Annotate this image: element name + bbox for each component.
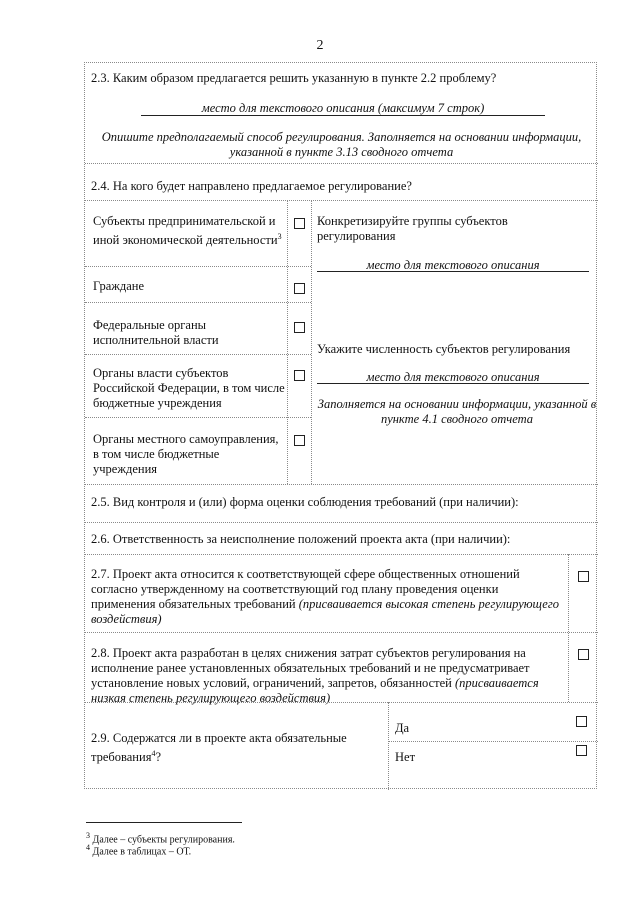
section-2-3-hint-line2: указанной в пункте 3.13 сводного отчета bbox=[229, 145, 454, 159]
divider bbox=[85, 484, 598, 485]
checkbox-yes[interactable] bbox=[576, 716, 587, 727]
footnote-ref-4: 4 bbox=[151, 749, 156, 758]
footnote-3-number: 3 bbox=[86, 831, 90, 840]
column-divider bbox=[287, 200, 288, 484]
divider bbox=[85, 266, 311, 267]
checkbox-2-7[interactable] bbox=[578, 571, 589, 582]
section-2-9-question bbox=[91, 731, 381, 765]
subject-label-regional: Органы власти субъектов Российской Федерации, в том числе бюджетные учреждения bbox=[93, 366, 285, 410]
form-table bbox=[84, 62, 597, 789]
groups-label: Конкретизируйте группы субъектов регулирования bbox=[317, 214, 508, 243]
section-2-7-main: 2.7. Проект акта относится к соответствующей сфере общественных отношений согласно утвержденному на соответствующий год плану проведения оценки применения обязательных требований bbox=[91, 567, 520, 611]
divider bbox=[85, 354, 311, 355]
count-hint: Заполняется на основании информации, указанной в пункте 4.1 сводного отчета bbox=[317, 397, 597, 426]
footnote-4 bbox=[86, 842, 191, 858]
section-2-3-hint bbox=[85, 130, 598, 160]
subject-label-municipal: Органы местного самоуправления, в том числе бюджетные учреждения bbox=[93, 432, 279, 476]
section-2-3-hint-line1: Опишите предполагаемый способ регулирования. Заполняется на основании информации, bbox=[101, 130, 582, 144]
divider bbox=[85, 302, 311, 303]
section-2-3-placeholder[interactable]: место для текстового описания (максимум 7 строк) bbox=[201, 101, 485, 115]
checkbox-regional[interactable] bbox=[294, 370, 305, 381]
section-2-3-question: 2.3. Каким образом предлагается решить указанную в пункте 2.2 проблему? bbox=[91, 71, 497, 85]
section-2-9-question-text: 2.9. Содержатся ли в проекте акта обязательные требования bbox=[91, 731, 347, 765]
divider bbox=[85, 200, 598, 201]
footnote-4-number: 4 bbox=[86, 843, 90, 852]
count-label: Укажите численность субъектов регулирования bbox=[317, 342, 571, 356]
section-2-3-underline bbox=[141, 115, 545, 116]
subject-label-business-text: Субъекты предпринимательской и иной экономической деятельности bbox=[93, 214, 278, 248]
option-yes-label: Да bbox=[395, 721, 410, 735]
footnote-separator bbox=[86, 822, 242, 823]
checkbox-no[interactable] bbox=[576, 745, 587, 756]
section-2-5-text: 2.5. Вид контроля и (или) форма оценки соблюдения требований (при наличии): bbox=[91, 495, 519, 509]
section-2-8-main: 2.8. Проект акта разработан в целях снижения затрат субъектов регулирования на исполнение ранее установленных обязательных требований и не предусматривает установление новых условий, ограничений, запретов, обязанностей bbox=[91, 646, 530, 690]
divider bbox=[388, 741, 598, 742]
footnote-ref-3: 3 bbox=[277, 232, 282, 241]
section-2-9-question-end: ? bbox=[155, 750, 161, 765]
subject-label-federal: Федеральные органы исполнительной власти bbox=[93, 318, 219, 347]
groups-underline bbox=[317, 271, 589, 272]
divider bbox=[85, 163, 598, 164]
footnote-3-text: Далее – субъекты регулирования. bbox=[90, 834, 235, 846]
subject-label-business bbox=[93, 214, 285, 248]
checkbox-federal[interactable] bbox=[294, 322, 305, 333]
section-2-8-italic: (присваивается низкая степень регулирующего воздействия) bbox=[91, 676, 539, 705]
subject-label-citizens: Граждане bbox=[93, 279, 145, 293]
page-number: 2 bbox=[316, 38, 324, 53]
divider bbox=[85, 522, 598, 523]
column-divider bbox=[388, 702, 389, 790]
footnote-4-text: Далее в таблицах – ОТ. bbox=[90, 846, 192, 858]
section-2-8-text bbox=[91, 646, 561, 706]
section-2-7-italic: (присваивается высокая степень регулирующего воздействия) bbox=[91, 597, 559, 626]
divider bbox=[85, 554, 598, 555]
divider bbox=[85, 702, 598, 703]
count-placeholder[interactable]: место для текстового описания bbox=[366, 370, 540, 384]
section-2-6-text: 2.6. Ответственность за неисполнение положений проекта акта (при наличии): bbox=[91, 532, 511, 546]
checkbox-business[interactable] bbox=[294, 218, 305, 229]
column-divider bbox=[568, 554, 569, 702]
divider bbox=[85, 417, 311, 418]
checkbox-2-8[interactable] bbox=[578, 649, 589, 660]
divider bbox=[85, 632, 598, 633]
checkbox-municipal[interactable] bbox=[294, 435, 305, 446]
section-2-7-text bbox=[91, 567, 561, 627]
option-no-label: Нет bbox=[395, 750, 416, 764]
count-underline bbox=[317, 383, 589, 384]
checkbox-citizens[interactable] bbox=[294, 283, 305, 294]
groups-placeholder[interactable]: место для текстового описания bbox=[366, 258, 540, 272]
column-divider bbox=[311, 200, 312, 484]
section-2-4-question: 2.4. На кого будет направлено предлагаемое регулирование? bbox=[91, 179, 412, 193]
